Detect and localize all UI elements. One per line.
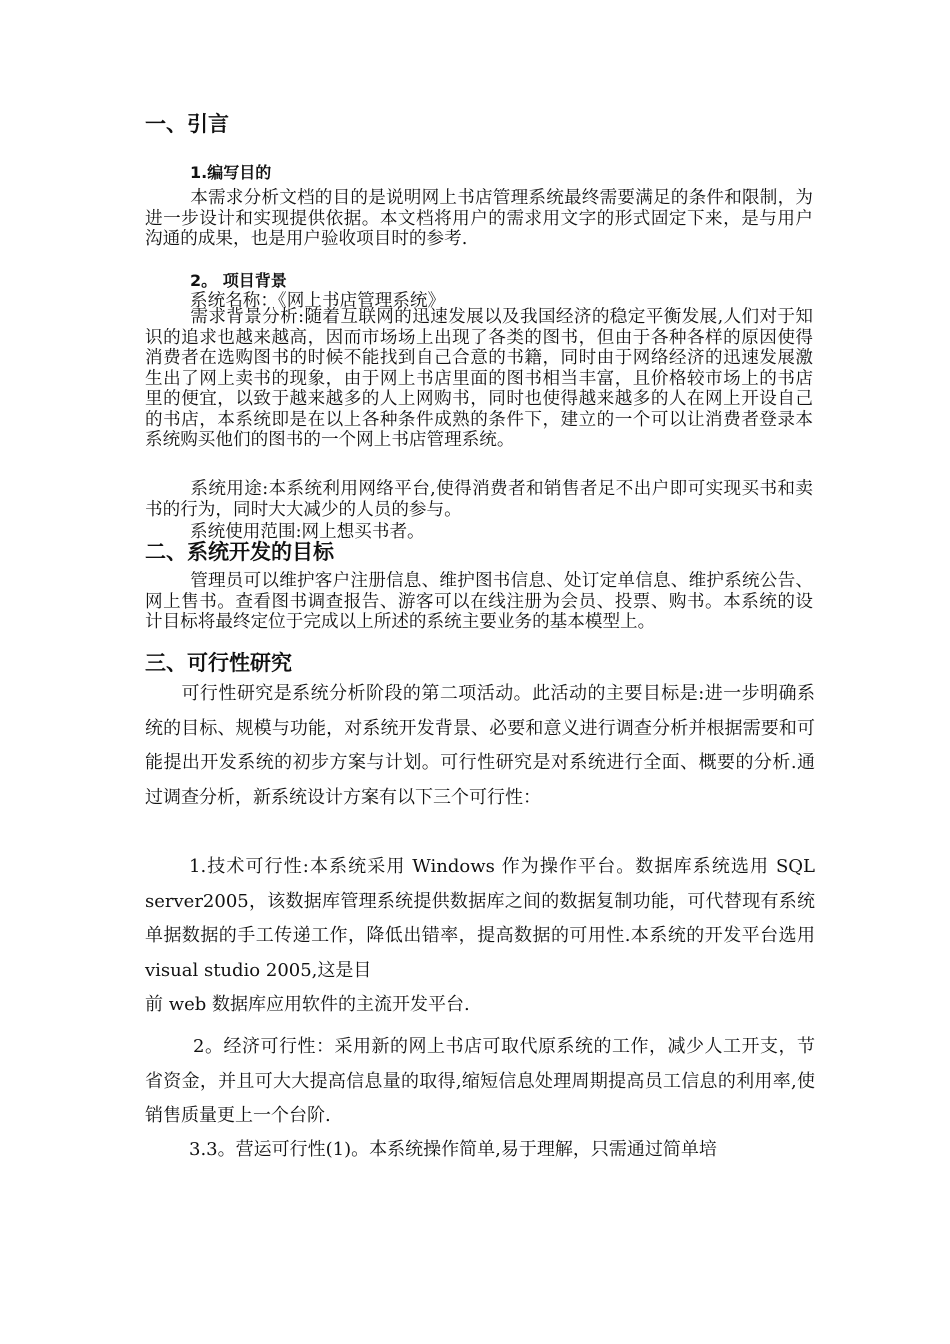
paragraph-goals-text: 管理员可以维护客户注册信息、维护图书信息、处订定单信息、维护系统公告、网上售书。查看图书调查报告、游客可以在线注册为会员、投票、购书。本系统的设计目标将最终定位于完成以上所述的系统主要业务的基本模型上。 [145,571,813,632]
paragraph-operational-feasibility-text: 3.3。营运可行性(1)。本系统操作简单,易于理解，只需通过简单培 [189,1139,717,1160]
paragraph-goals [145,571,813,633]
paragraph-technical-feasibility-text: 1.技术可行性:本系统采用 Windows 作为操作平台。数据库系统选用 SQL server2005，该数据库管理系统提供数据库之间的数据复制功能，可代替现有系统单据数据的手工传递工作，降低出错率，提高数据的可用性.本系统的开发平台选用 visual studio 2005,这是目 [145,856,815,981]
paragraph-background-text: 需求背景分析:随着互联网的迅速发展以及我国经济的稳定平衡发展,人们对于知识的追求也越来越高，因而市场场上出现了各类的图书，但由于各种各样的原因使得消费者在选购图书的时候不能找到自己合意的书籍，同时由于网络经济的迅速发展激生出了网上卖书的现象，由于网上书店里面的图书相当丰富，且价格较市场上的书店里的便宜，以致于越来越多的人上网购书，同时也使得越来越多的人在网上开设自己的书店，本系统即是在以上各种条件成熟的条件下，建立的一个可以让消费者登录本系统购买他们的图书的一个网上书店管理系统。 [145,307,813,450]
paragraph-usage [145,479,813,520]
paragraph-background [145,307,813,451]
paragraph-usage-text: 系统用途:本系统利用网络平台,使得消费者和销售者足不出户即可实现买书和卖书的行为，同时大大减少的人员的参与。 [145,479,813,520]
paragraph-technical-feasibility-end-text: 前 web 数据库应用软件的主流开发平台. [145,994,470,1015]
section-heading-feasibility: 三、可行性研究 [145,651,292,675]
system-name-line: 系统名称：《网上书店管理系统》 [190,291,446,311]
paragraph-operational-feasibility [145,1133,815,1168]
paragraph-feasibility-intro-text: 可行性研究是系统分析阶段的第二项活动。此活动的主要目标是:进一步明确系统的目标、规模与功能，对系统开发背景、必要和意义进行调查分析并根据需要和可能提出开发系统的初步方案与计划。可行性研究是对系统进行全面、概要的分析.通过调查分析，新系统设计方案有以下三个可行性： [145,683,815,808]
section-heading-introduction: 一、引言 [145,112,229,136]
paragraph-economic-feasibility [145,1030,815,1134]
paragraph-economic-feasibility-text: 2。经济可行性：采用新的网上书店可取代原系统的工作，减少人工开支，节省资金，并且可大大提高信息量的取得,缩短信息处理周期提高员工信息的利用率,使销售质量更上一个台阶. [145,1036,815,1127]
paragraph-purpose-text: 本需求分析文档的目的是说明网上书店管理系统最终需要满足的条件和限制，为进一步设计和实现提供依据。本文档将用户的需求用文字的形式固定下来，是与用户沟通的成果，也是用户验收项目时的参考. [145,188,813,249]
section-heading-goals: 二、系统开发的目标 [145,540,334,564]
paragraph-feasibility-intro [145,677,815,815]
subheading-purpose: 1.编写目的 [190,163,272,182]
scope-line: 系统使用范围:网上想买书者。 [190,522,425,542]
paragraph-purpose [145,188,813,250]
subheading-background: 2。 项目背景 [190,271,287,290]
paragraph-technical-feasibility [145,850,815,988]
paragraph-technical-feasibility-end [145,988,815,1023]
